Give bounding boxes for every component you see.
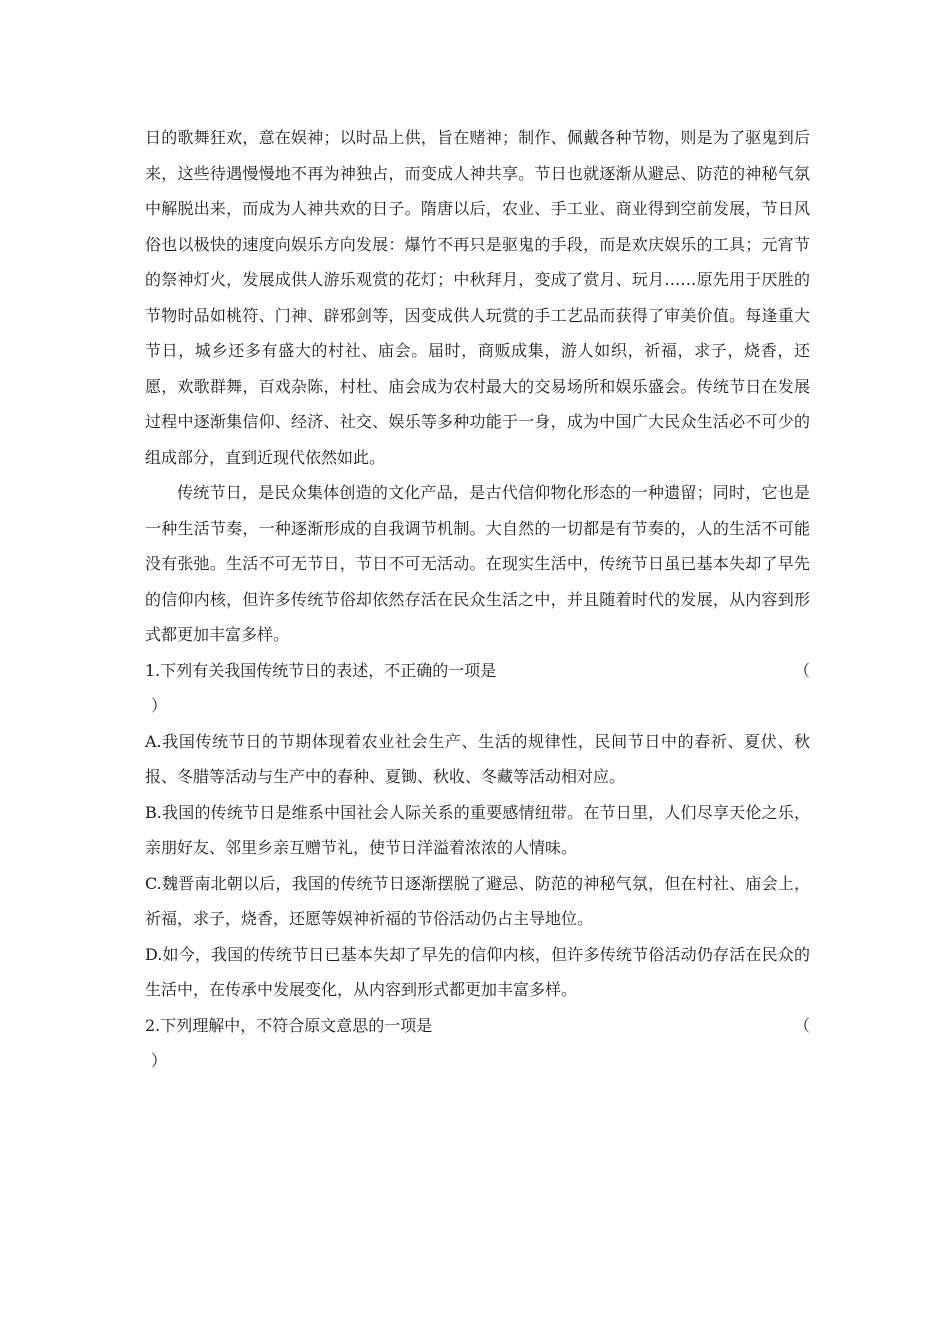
answer-paren-open: （ [793,660,810,680]
option-a: A.我国传统节日的节期体现着农业社会生产、生活的规律性，民间节日中的春祈、夏伏、秋报、冬腊等活动与生产中的春种、夏锄、秋收、冬藏等活动相对应。 [145,731,810,786]
answer-paren-close: ） [151,696,168,715]
question-2 [145,1008,810,1079]
passage-paragraph: 传统节日，是民众集体创造的文化产品，是古代信仰物化形态的一种遗留；同时，它也是一种生活节奏，一种逐渐形成的自我调节机制。大自然的一切都是有节奏的，人的生活不可能没有张弛。生活不可无节日，节日不可无活动。在现实生活中，传统节日虽已基本失却了早先的信仰内核，但许多传统节俗却依然存活在民众生活之中，并且随着时代的发展，从内容到形式都更加丰富多样。 [145,483,810,644]
question-stem: 1.下列有关我国传统节日的表述，不正确的一项是 [145,660,497,680]
option-c: C.魏晋南北朝以后，我国的传统节日逐渐摆脱了避忌、防范的神秘气氛，但在村社、庙会上，祈福，求子，烧香，还愿等娱神祈福的节俗活动仍占主导地位。 [145,873,810,928]
option-b: B.我国的传统节日是维系中国社会人际关系的重要感情纽带。在节日里，人们尽享天伦之乐，亲朋好友、邻里乡亲互赠节礼，使节日洋溢着浓浓的人情味。 [145,802,810,857]
document-body [145,120,810,1079]
answer-paren-open: （ [793,1015,810,1035]
option-d: D.如今，我国的传统节日已基本失却了早先的信仰内核，但许多传统节俗活动仍存活在民众的生活中，在传承中发展变化，从内容到形式都更加丰富多样。 [145,944,810,999]
question-1 [145,653,810,724]
passage-paragraph: 日的歌舞狂欢，意在娱神；以时品上供，旨在赌神；制作、佩戴各种节物，则是为了驱鬼到后来，这些待遇慢慢地不再为神独占，而变成人神共享。节日也就逐渐从避忌、防范的神秘气氛中解脱出来，而成为人神共欢的日子。隋唐以后，农业、手工业、商业得到空前发展，节日风俗也以极快的速度向娱乐方向发展：爆竹不再只是驱鬼的手段，而是欢庆娱乐的工具；元宵节的祭神灯火，发展成供人游乐观赏的花灯；中秋拜月，变成了赏月、玩月……原先用于厌胜的节物时品如桃符、门神、辟邪剑等，因变成供人玩赏的手工艺品而获得了审美价值。每逢重大节日，城乡还多有盛大的村社、庙会。届时，商贩成集，游人如织，祈福，求子，烧香，还愿，欢歌群舞，百戏杂陈，村杜、庙会成为农村最大的交易场所和娱乐盛会。传统节日在发展过程中逐渐集信仰、经济、社交、娱乐等多种功能于一身，成为中国广大民众生活必不可少的组成部分，直到近现代依然如此。 [145,128,810,467]
answer-paren-close: ） [151,1051,168,1070]
question-stem: 2.下列理解中，不符合原文意思的一项是 [145,1015,433,1035]
